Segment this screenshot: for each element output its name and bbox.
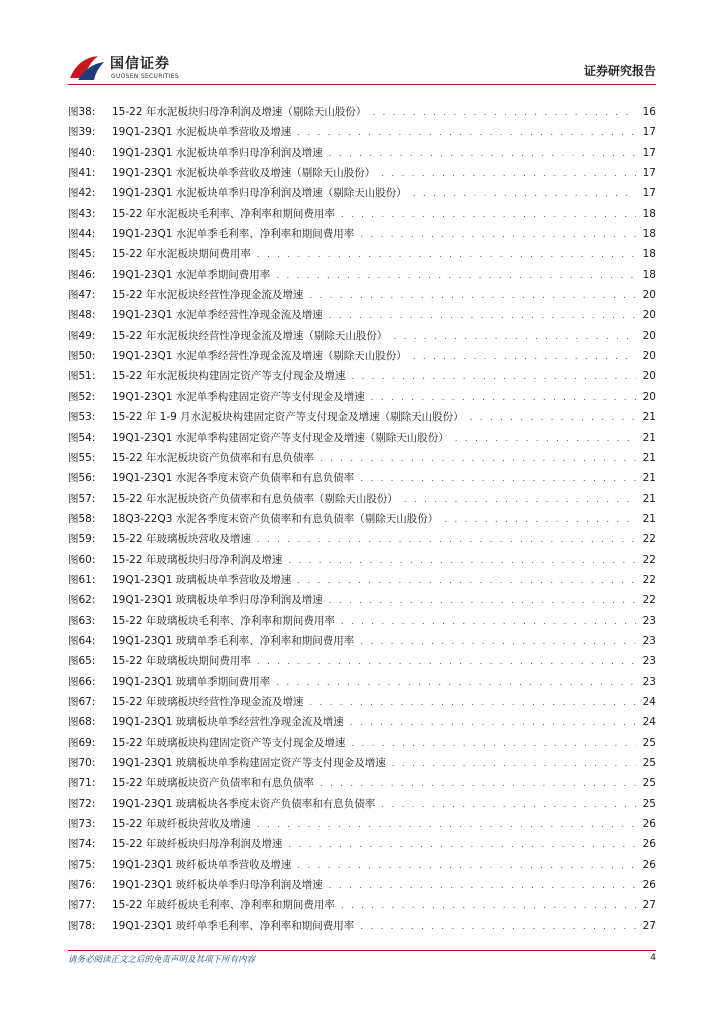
toc-entry[interactable] [68,733,656,753]
figure-title: 19Q1-23Q1 水泥板块单季归母净利润及增速 [112,146,323,159]
toc-entry[interactable] [68,590,656,610]
dot-leader [320,774,636,794]
figure-title: 15-22 年玻璃板块资产负债率和有息负债率 [112,777,314,790]
dot-leader [276,266,636,286]
toc-entry[interactable] [68,428,656,448]
toc-entry[interactable] [68,183,656,203]
dot-leader [297,856,636,876]
toc-entry[interactable] [68,611,656,631]
toc-entry[interactable] [68,550,656,570]
figure-title: 18Q3-22Q3 水泥各季度末资产负债率和有息负债率（剔除天山股份） [112,512,439,525]
toc-entry[interactable] [68,794,656,814]
toc-entry[interactable] [68,305,656,325]
dot-leader [413,347,636,367]
figure-page-number: 27 [642,899,656,912]
figure-title: 15-22 年水泥板块构建固定资产等支付现金及增速 [112,370,346,383]
figure-page-number: 16 [642,106,656,118]
figure-page-number: 23 [642,634,656,647]
dot-leader [351,734,636,754]
figure-title: 19Q1-23Q1 水泥板块单季营收及增速（剔除天山股份） [112,167,376,180]
toc-entry[interactable] [68,570,656,590]
figure-title: 19Q1-23Q1 玻璃板块单季归母净利润及增速 [112,594,323,607]
figure-page-number: 20 [642,390,656,403]
toc-entry[interactable] [68,834,656,854]
toc-entry[interactable] [68,244,656,264]
figure-page-number: 25 [642,797,656,810]
figure-title: 19Q1-23Q1 玻纤板块单季归母净利润及增速 [112,879,323,892]
toc-entry[interactable] [68,814,656,834]
figure-number: 图41: [68,167,96,180]
toc-entry[interactable] [68,672,656,692]
figure-number: 图67: [68,695,96,708]
figure-title: 15-22 年玻璃板块经营性净现金流及增速 [112,695,304,708]
toc-entry[interactable] [68,265,656,285]
dot-leader [393,327,636,347]
toc-entry[interactable] [68,224,656,244]
figure-number: 图51: [68,370,96,383]
dot-leader [257,815,636,835]
figure-page-number: 25 [642,777,656,790]
toc-entry[interactable] [68,651,656,671]
figure-page-number: 21 [642,472,656,485]
figure-page-number: 17 [642,187,656,200]
figure-title: 19Q1-23Q1 水泥板块单季归母净利润及增速（剔除天山股份） [112,187,407,200]
toc-entry[interactable] [68,102,656,122]
figure-page-number: 18 [642,228,656,241]
report-type-label: 证券研究报告 [583,64,656,78]
figure-number: 图52: [68,390,96,403]
dot-leader [444,510,636,530]
toc-entry[interactable] [68,773,656,793]
figure-number: 图71: [68,777,96,790]
dot-leader [341,896,636,916]
figure-page-number: 22 [642,594,656,607]
dot-leader [309,693,636,713]
dot-leader [276,673,636,693]
dot-leader [257,530,636,550]
figure-title: 15-22 年玻纤板块毛利率、净利率和期间费用率 [112,899,335,912]
figure-page-number: 22 [642,573,656,586]
toc-entry[interactable] [68,407,656,427]
figure-page-number: 24 [642,695,656,708]
toc-entry[interactable] [68,489,656,509]
figure-page-number: 25 [642,757,656,769]
figure-page-number: 20 [642,370,656,383]
dot-leader [413,184,636,204]
figure-number: 图75: [68,858,96,871]
header-divider [68,84,656,85]
dot-leader [320,449,636,469]
figure-page-number: 18 [642,207,656,220]
figure-title: 19Q1-23Q1 水泥各季度末资产负债率和有息负债率 [112,472,355,485]
logo-chinese-name: 国信证券 [110,56,170,72]
figure-page-number: 20 [642,289,656,302]
toc-entry[interactable] [68,448,656,468]
dot-leader [381,164,636,184]
figure-title: 15-22 年 1-9 月水泥板块构建固定资产等支付现金及增速（剔除天山股份） [112,411,464,424]
figure-title: 19Q1-23Q1 水泥单季经营性净现金流及增速（剔除天山股份） [112,350,407,363]
figure-page-number: 25 [642,736,656,749]
figure-number: 图38: [68,106,96,118]
toc-entry[interactable] [68,509,656,529]
figure-page-number: 18 [642,268,656,281]
dot-leader [372,103,636,123]
dot-leader [288,551,636,571]
toc-entry[interactable] [68,326,656,346]
toc-entry[interactable] [68,285,656,305]
figure-number: 图70: [68,757,96,769]
figure-number: 图54: [68,431,96,444]
figure-title: 19Q1-23Q1 玻璃板块单季构建固定资产等支付现金及增速 [112,757,386,769]
dot-leader [455,429,636,449]
dot-leader [351,367,636,387]
figure-number: 图65: [68,655,96,668]
figure-page-number: 26 [642,818,656,831]
figure-number: 图44: [68,228,96,241]
figure-page-number: 23 [642,614,656,627]
dot-leader [470,408,636,428]
company-logo [68,52,208,86]
figure-title: 15-22 年水泥板块经营性净现金流及增速（剔除天山股份） [112,329,388,342]
toc-entry[interactable] [68,204,656,224]
dot-leader [341,205,636,225]
figure-number: 图62: [68,594,96,607]
figure-page-number: 17 [642,167,656,180]
figure-number: 图50: [68,350,96,363]
dot-leader [360,469,636,489]
toc-entry[interactable] [68,346,656,366]
figure-number: 图57: [68,492,96,505]
dot-leader [360,225,636,245]
figure-number: 图42: [68,187,96,200]
figure-number: 图55: [68,451,96,464]
figure-title: 19Q1-23Q1 玻璃单季期间费用率 [112,675,271,688]
figure-page-number: 22 [642,553,656,566]
toc-entry[interactable] [68,916,656,936]
figure-page-number: 20 [642,350,656,363]
toc-entry[interactable] [68,122,656,142]
figure-page-number: 21 [642,492,656,505]
figure-title: 19Q1-23Q1 玻璃板块单季营收及增速 [112,573,292,586]
figure-number: 图47: [68,289,96,302]
figure-number: 图53: [68,411,96,424]
dot-leader [360,917,636,937]
guosen-logo-icon [68,52,106,84]
dot-leader [257,245,636,265]
figure-page-number: 26 [642,879,656,892]
dot-leader [381,795,636,815]
dot-leader [329,591,636,611]
figure-number: 图77: [68,899,96,912]
figure-page-number: 21 [642,431,656,444]
figure-title: 19Q1-23Q1 玻纤单季毛利率、净利率和期间费用率 [112,919,355,932]
toc-entry[interactable] [68,631,656,651]
figure-number: 图45: [68,248,96,261]
figure-title: 15-22 年水泥板块资产负债率和有息负债率 [112,451,314,464]
dot-leader [288,835,636,855]
figure-number: 图48: [68,309,96,322]
figure-number: 图63: [68,614,96,627]
figure-number: 图46: [68,268,96,281]
figure-title: 19Q1-23Q1 玻璃板块各季度末资产负债率和有息负债率 [112,797,376,810]
figure-title: 15-22 年玻璃板块营收及增速 [112,533,251,546]
figure-page-number: 21 [642,411,656,424]
figure-number: 图78: [68,919,96,932]
toc-entry[interactable] [68,895,656,915]
figure-title: 15-22 年玻璃板块期间费用率 [112,655,251,668]
figure-number: 图64: [68,634,96,647]
figure-page-number: 21 [642,512,656,525]
toc-entry[interactable] [68,855,656,875]
figure-page-number: 17 [642,126,656,139]
figure-title: 15-22 年水泥板块期间费用率 [112,248,251,261]
figure-number: 图59: [68,533,96,546]
toc-entry[interactable] [68,753,656,773]
dot-leader [360,632,636,652]
figure-number: 图68: [68,716,96,729]
figure-page-number: 23 [642,655,656,668]
figure-number: 图49: [68,329,96,342]
figure-title: 15-22 年水泥板块毛利率、净利率和期间费用率 [112,207,335,220]
toc-entry[interactable] [68,529,656,549]
toc-entry[interactable] [68,163,656,183]
figure-title: 15-22 年玻纤板块营收及增速 [112,818,251,831]
page-header [0,0,724,90]
dot-leader [341,612,636,632]
figure-title: 19Q1-23Q1 玻纤板块单季营收及增速 [112,858,292,871]
dot-leader [329,306,636,326]
figure-page-number: 17 [642,146,656,159]
dot-leader [371,388,636,408]
dot-leader [257,652,636,672]
figure-list [68,102,656,936]
figure-title: 19Q1-23Q1 玻璃单季毛利率、净利率和期间费用率 [112,634,355,647]
dot-leader [329,144,636,164]
dot-leader [329,876,636,896]
figure-number: 图43: [68,207,96,220]
toc-entry[interactable] [68,468,656,488]
figure-page-number: 26 [642,858,656,871]
dot-leader [350,713,636,733]
figure-title: 19Q1-23Q1 水泥板块单季营收及增速 [112,126,292,139]
figure-page-number: 20 [642,329,656,342]
figure-title: 19Q1-23Q1 水泥单季毛利率、净利率和期间费用率 [112,228,355,241]
figure-title: 19Q1-23Q1 玻璃板块单季经营性净现金流及增速 [112,716,344,729]
figure-page-number: 21 [642,451,656,464]
figure-title: 19Q1-23Q1 水泥单季构建固定资产等支付现金及增速 [112,390,365,403]
figure-title: 15-22 年水泥板块经营性净现金流及增速 [112,289,304,302]
figure-number: 图60: [68,553,96,566]
figure-number: 图56: [68,472,96,485]
figure-page-number: 27 [642,919,656,932]
figure-page-number: 18 [642,248,656,261]
figure-page-number: 22 [642,533,656,546]
dot-leader [404,490,636,510]
figure-title: 15-22 年水泥板块资产负债率和有息负债率（剔除天山股份） [112,492,398,505]
figure-page-number: 20 [642,309,656,322]
figure-title: 19Q1-23Q1 水泥单季期间费用率 [112,268,271,281]
toc-entry[interactable] [68,692,656,712]
figure-page-number: 26 [642,838,656,851]
figure-title: 15-22 年水泥板块归母净利润及增速（剔除天山股份） [112,106,367,118]
toc-entry[interactable] [68,143,656,163]
figure-title: 15-22 年玻纤板块归母净利润及增速 [112,838,283,851]
figure-number: 图72: [68,797,96,810]
dot-leader [392,754,636,774]
figure-title: 19Q1-23Q1 水泥单季经营性净现金流及增速 [112,309,323,322]
dot-leader [309,286,636,306]
figure-number: 图69: [68,736,96,749]
figure-number: 图61: [68,573,96,586]
toc-entry[interactable] [68,875,656,895]
dot-leader [297,571,636,591]
page-number: 4 [650,953,656,963]
logo-english-name: GUOSEN SECURITIES [111,73,180,80]
toc-entry[interactable] [68,712,656,732]
footer-divider [68,950,656,951]
toc-entry[interactable] [68,366,656,386]
figure-title: 15-22 年玻璃板块毛利率、净利率和期间费用率 [112,614,335,627]
figure-number: 图73: [68,818,96,831]
figure-page-number: 24 [642,716,656,729]
figure-title: 15-22 年玻璃板块归母净利润及增速 [112,553,283,566]
figure-number: 图76: [68,879,96,892]
figure-title: 19Q1-23Q1 水泥单季构建固定资产等支付现金及增速（剔除天山股份） [112,431,449,444]
footer-disclaimer: 请务必阅读正文之后的免责声明及其项下所有内容 [68,955,256,965]
figure-number: 图66: [68,675,96,688]
figure-title: 15-22 年玻璃板块构建固定资产等支付现金及增速 [112,736,346,749]
figure-number: 图39: [68,126,96,139]
figure-number: 图74: [68,838,96,851]
figure-page-number: 23 [642,675,656,688]
toc-entry[interactable] [68,387,656,407]
dot-leader [297,123,636,143]
figure-number: 图58: [68,512,96,525]
figure-number: 图40: [68,146,96,159]
